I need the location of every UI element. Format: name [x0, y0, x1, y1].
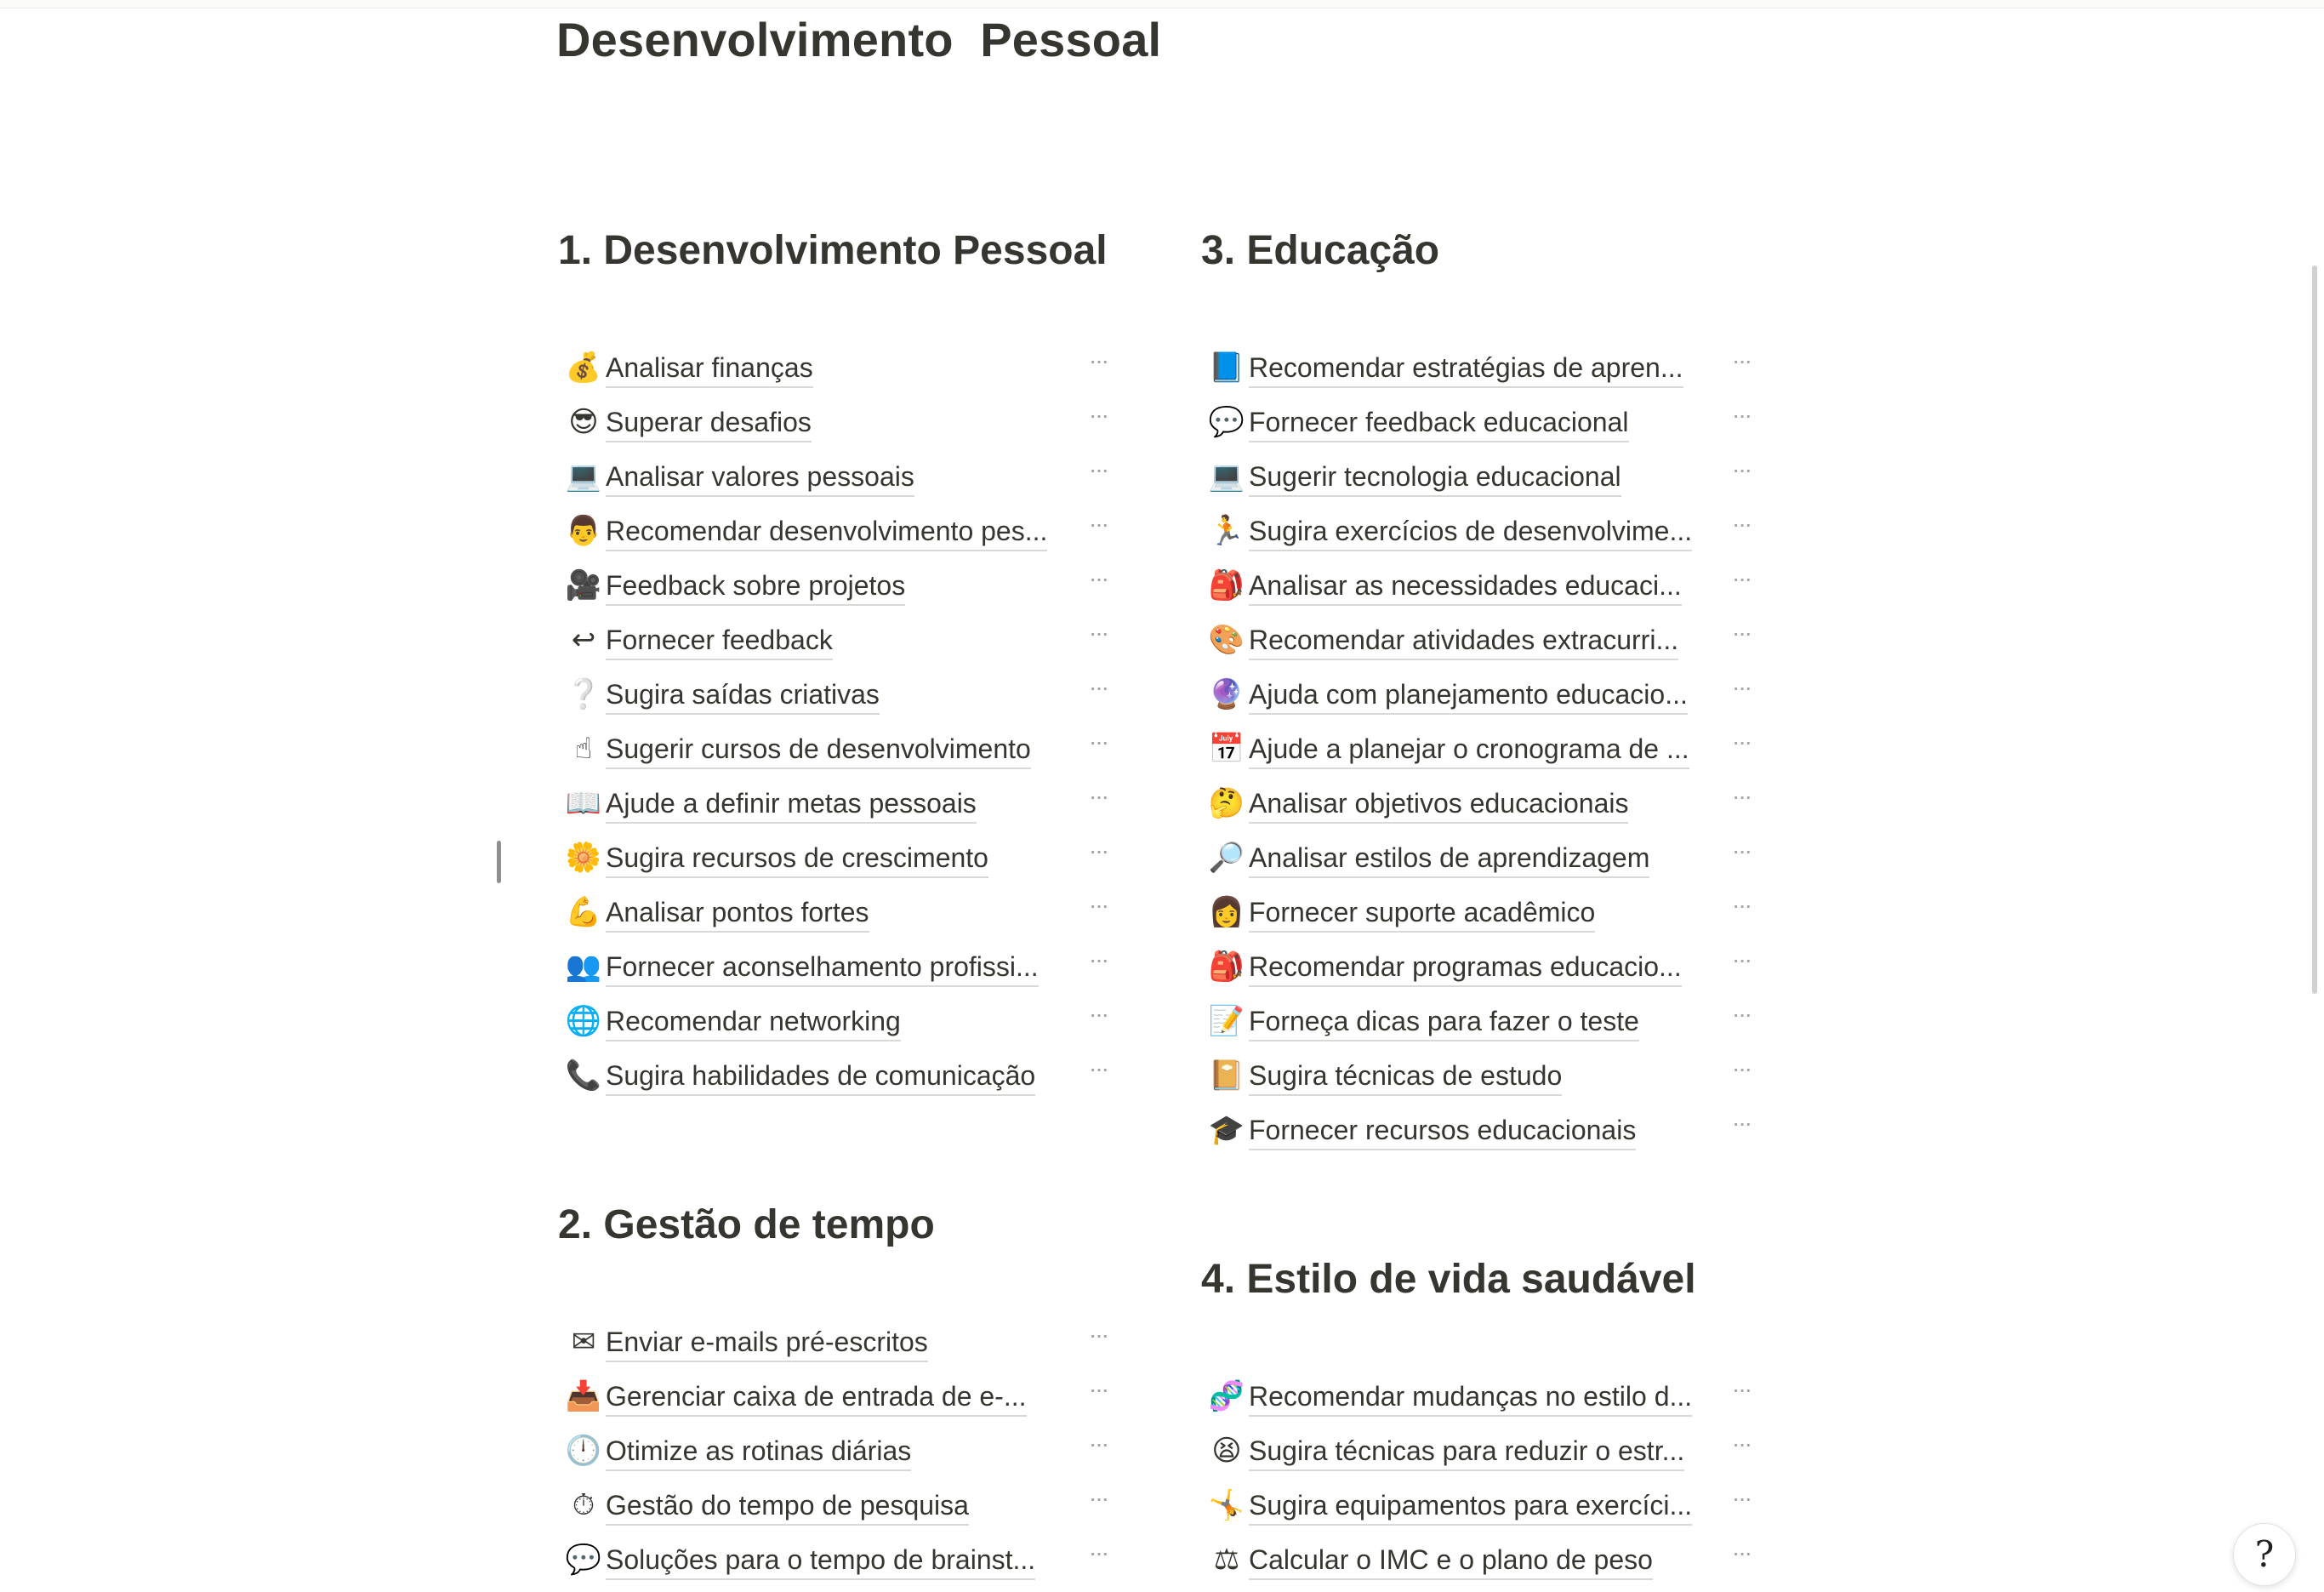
- list-item[interactable]: [1201, 669, 1797, 723]
- section-desenvolvimento-pessoal: [558, 221, 1153, 1106]
- more-options-icon[interactable]: ···: [1089, 1539, 1108, 1566]
- item-link-label[interactable]: Calcular o IMC e o plano de peso: [1249, 1541, 1653, 1580]
- item-link-label[interactable]: Superar desafios: [606, 403, 812, 442]
- item-link-label[interactable]: Analisar valores pessoais: [606, 458, 914, 497]
- list-item[interactable]: [1201, 778, 1797, 832]
- list-item[interactable]: [558, 778, 1153, 832]
- item-link-label[interactable]: Fornecer suporte acadêmico: [1249, 893, 1595, 933]
- item-link-label[interactable]: Analisar objetivos educacionais: [1249, 785, 1628, 824]
- item-link-label[interactable]: Recomendar estratégias de apren...: [1249, 349, 1683, 388]
- more-options-icon[interactable]: ···: [1732, 1376, 1751, 1402]
- more-options-icon[interactable]: ···: [1089, 1430, 1108, 1457]
- list-item[interactable]: [1201, 614, 1797, 669]
- list-item[interactable]: [558, 451, 1153, 505]
- more-options-icon[interactable]: ···: [1089, 946, 1108, 973]
- item-emoji-icon: ☝: [574, 732, 593, 766]
- more-options-icon[interactable]: ···: [1089, 347, 1108, 374]
- more-options-icon[interactable]: ···: [1089, 565, 1108, 591]
- list-item[interactable]: [1201, 887, 1797, 941]
- item-emoji-icon: 💻: [565, 459, 602, 494]
- section-item-list: [1201, 342, 1797, 1159]
- more-options-icon[interactable]: ···: [1732, 837, 1751, 864]
- item-emoji-icon: 💻: [1208, 459, 1245, 494]
- list-item[interactable]: [1201, 1534, 1797, 1589]
- item-emoji-icon: 💬: [1208, 405, 1245, 439]
- item-link-label[interactable]: Otimize as rotinas diárias: [606, 1432, 911, 1471]
- more-options-icon[interactable]: ···: [1732, 892, 1751, 918]
- item-link-label[interactable]: Ajude a definir metas pessoais: [606, 785, 977, 824]
- more-options-icon[interactable]: ···: [1089, 892, 1108, 918]
- item-emoji-icon: ❔: [565, 677, 602, 711]
- list-item[interactable]: [1201, 1050, 1797, 1104]
- item-emoji-icon: 🤔: [1208, 786, 1245, 820]
- more-options-icon[interactable]: ···: [1089, 674, 1108, 700]
- item-emoji-icon: 🏃: [1208, 514, 1245, 548]
- item-link-label[interactable]: Ajude a planejar o cronograma de ...: [1249, 730, 1689, 769]
- item-emoji-icon: 👨: [565, 514, 602, 548]
- item-link-label[interactable]: Sugerir tecnologia educacional: [1249, 458, 1621, 497]
- item-emoji-icon: 🎓: [1208, 1113, 1245, 1147]
- item-emoji-icon: 🤸: [1208, 1488, 1245, 1522]
- help-button[interactable]: [2233, 1523, 2296, 1586]
- list-item[interactable]: [558, 505, 1153, 560]
- more-options-icon[interactable]: ···: [1732, 946, 1751, 973]
- more-options-icon[interactable]: ···: [1089, 837, 1108, 864]
- item-link-label[interactable]: Feedback sobre projetos: [606, 567, 905, 606]
- list-item[interactable]: [558, 560, 1153, 614]
- list-item[interactable]: [1201, 505, 1797, 560]
- list-item[interactable]: [558, 1425, 1153, 1480]
- item-link-label[interactable]: Sugira técnicas para reduzir o estr...: [1249, 1432, 1684, 1471]
- item-link-label[interactable]: Recomendar programas educacio...: [1249, 948, 1682, 987]
- item-emoji-icon: 📞: [565, 1058, 602, 1093]
- more-options-icon[interactable]: ···: [1732, 511, 1751, 537]
- item-link-label[interactable]: Fornecer recursos educacionais: [1249, 1111, 1636, 1150]
- resize-handle[interactable]: [497, 841, 501, 883]
- item-link-label[interactable]: Recomendar networking: [606, 1002, 901, 1041]
- list-item[interactable]: [1201, 397, 1797, 451]
- item-emoji-icon: 🎒: [1208, 950, 1245, 984]
- item-link-label[interactable]: Fornecer feedback educacional: [1249, 403, 1629, 442]
- item-link-label[interactable]: Sugira técnicas de estudo: [1249, 1057, 1562, 1096]
- more-options-icon[interactable]: ···: [1089, 619, 1108, 646]
- more-options-icon[interactable]: ···: [1089, 1001, 1108, 1027]
- more-options-icon[interactable]: ···: [1732, 783, 1751, 809]
- item-link-label[interactable]: Analisar estilos de aprendizagem: [1249, 839, 1649, 878]
- item-emoji-icon: 📥: [565, 1379, 602, 1413]
- section-estilo-de-vida-saudavel: [1201, 1250, 1797, 1590]
- item-emoji-icon: 📖: [565, 786, 602, 820]
- item-emoji-icon: ⏱: [572, 1488, 595, 1522]
- list-item[interactable]: [558, 832, 1153, 887]
- section-item-list: [558, 1316, 1153, 1589]
- item-emoji-icon: 📔: [1208, 1058, 1245, 1093]
- page-title: Desenvolvimento Pessoal: [556, 13, 1162, 66]
- item-emoji-icon: ↩: [571, 623, 596, 657]
- more-options-icon[interactable]: ···: [1089, 1376, 1108, 1402]
- section-item-list: [1201, 1371, 1797, 1589]
- more-options-icon[interactable]: ···: [1089, 402, 1108, 428]
- more-options-icon[interactable]: ···: [1089, 728, 1108, 755]
- item-link-label[interactable]: Fornecer aconselhamento profissi...: [606, 948, 1039, 987]
- item-link-label[interactable]: Ajuda com planejamento educacio...: [1249, 676, 1688, 715]
- item-emoji-icon: 🕛: [565, 1434, 602, 1468]
- item-emoji-icon: 📝: [1208, 1004, 1245, 1038]
- more-options-icon[interactable]: ···: [1732, 1485, 1751, 1511]
- item-emoji-icon: 🎨: [1208, 623, 1245, 657]
- more-options-icon[interactable]: ···: [1732, 402, 1751, 428]
- item-link-label[interactable]: Sugira equipamentos para exercíci...: [1249, 1486, 1692, 1526]
- item-link-label[interactable]: Analisar finanças: [606, 349, 813, 388]
- list-item[interactable]: [558, 397, 1153, 451]
- more-options-icon[interactable]: ···: [1732, 1539, 1751, 1566]
- item-link-label[interactable]: Sugira recursos de crescimento: [606, 839, 988, 878]
- item-emoji-icon: 👥: [565, 950, 602, 984]
- list-item[interactable]: [1201, 1371, 1797, 1425]
- help-icon: ?: [2254, 1533, 2275, 1575]
- item-emoji-icon: 💰: [565, 351, 602, 385]
- list-item[interactable]: [1201, 560, 1797, 614]
- item-emoji-icon: ⚖: [1213, 1543, 1240, 1577]
- list-item[interactable]: [558, 1316, 1153, 1371]
- list-item[interactable]: [558, 614, 1153, 669]
- list-item[interactable]: [1201, 451, 1797, 505]
- item-link-label[interactable]: Analisar pontos fortes: [606, 893, 869, 933]
- top-bar: [0, 0, 2324, 9]
- list-item[interactable]: [1201, 723, 1797, 778]
- item-emoji-icon: 😫: [1211, 1434, 1242, 1468]
- item-emoji-icon: 🌼: [565, 841, 602, 875]
- item-emoji-icon: 📅: [1208, 732, 1245, 766]
- more-options-icon[interactable]: ···: [1732, 456, 1751, 482]
- list-item[interactable]: [558, 941, 1153, 996]
- more-options-icon[interactable]: ···: [1732, 347, 1751, 374]
- item-emoji-icon: 🧬: [1208, 1379, 1245, 1413]
- item-emoji-icon: 💬: [565, 1543, 602, 1577]
- scrollbar[interactable]: [2312, 265, 2317, 994]
- section-gestao-de-tempo: [558, 1195, 1153, 1587]
- section-educacao: [1201, 221, 1797, 1174]
- more-options-icon[interactable]: ···: [1732, 1430, 1751, 1457]
- more-options-icon[interactable]: ···: [1089, 1321, 1108, 1348]
- item-link-label[interactable]: Analisar as necessidades educaci...: [1249, 567, 1682, 606]
- more-options-icon[interactable]: ···: [1089, 511, 1108, 537]
- item-emoji-icon: ✉: [571, 1325, 596, 1359]
- section-heading: 4. Estilo de vida saudável: [1201, 1257, 1696, 1302]
- section-heading: 2. Gestão de tempo: [558, 1202, 935, 1247]
- section-heading: 3. Educação: [1201, 228, 1440, 273]
- list-item[interactable]: [1201, 342, 1797, 397]
- item-link-label[interactable]: Gestão do tempo de pesquisa: [606, 1486, 969, 1526]
- list-item[interactable]: [558, 1534, 1153, 1589]
- item-link-label[interactable]: Sugerir cursos de desenvolvimento: [606, 730, 1031, 769]
- more-options-icon[interactable]: ···: [1732, 1055, 1751, 1081]
- more-options-icon[interactable]: ···: [1732, 619, 1751, 646]
- item-link-label[interactable]: Sugira exercícios de desenvolvime...: [1249, 512, 1692, 551]
- more-options-icon[interactable]: ···: [1732, 1110, 1751, 1136]
- item-emoji-icon: 🎒: [1208, 568, 1245, 602]
- item-link-label[interactable]: Sugira saídas criativas: [606, 676, 880, 715]
- more-options-icon[interactable]: ···: [1732, 674, 1751, 700]
- list-item[interactable]: [1201, 1104, 1797, 1159]
- list-item[interactable]: [558, 342, 1153, 397]
- item-link-label[interactable]: Enviar e-mails pré-escritos: [606, 1323, 928, 1362]
- section-item-list: [558, 342, 1153, 1104]
- item-link-label[interactable]: Sugira habilidades de comunicação: [606, 1057, 1035, 1096]
- item-link-label[interactable]: Gerenciar caixa de entrada de e-...: [606, 1378, 1027, 1417]
- item-emoji-icon: 🔎: [1208, 841, 1245, 875]
- more-options-icon[interactable]: ···: [1089, 783, 1108, 809]
- item-emoji-icon: 🔮: [1208, 677, 1245, 711]
- item-link-label[interactable]: Fornecer feedback: [606, 621, 833, 660]
- section-heading: 1. Desenvolvimento Pessoal: [558, 228, 1108, 273]
- more-options-icon[interactable]: ···: [1089, 456, 1108, 482]
- list-item[interactable]: [558, 996, 1153, 1050]
- list-item[interactable]: [1201, 996, 1797, 1050]
- list-item[interactable]: [558, 1480, 1153, 1534]
- item-link-label[interactable]: Forneça dicas para fazer o teste: [1249, 1002, 1639, 1041]
- list-item[interactable]: [558, 887, 1153, 941]
- list-item[interactable]: [558, 723, 1153, 778]
- list-item[interactable]: [558, 1050, 1153, 1104]
- more-options-icon[interactable]: ···: [1089, 1485, 1108, 1511]
- list-item[interactable]: [1201, 941, 1797, 996]
- list-item[interactable]: [1201, 1480, 1797, 1534]
- item-emoji-icon: 👩: [1208, 895, 1245, 929]
- more-options-icon[interactable]: ···: [1732, 1001, 1751, 1027]
- item-link-label[interactable]: Recomendar atividades extracurri...: [1249, 621, 1678, 660]
- more-options-icon[interactable]: ···: [1732, 728, 1751, 755]
- item-link-label[interactable]: Recomendar mudanças no estilo d...: [1249, 1378, 1692, 1417]
- list-item[interactable]: [1201, 1425, 1797, 1480]
- list-item[interactable]: [1201, 832, 1797, 887]
- list-item[interactable]: [558, 1371, 1153, 1425]
- item-emoji-icon: 😎: [568, 405, 599, 439]
- more-options-icon[interactable]: ···: [1089, 1055, 1108, 1081]
- item-emoji-icon: 🎥: [565, 568, 602, 602]
- item-link-label[interactable]: Recomendar desenvolvimento pes...: [606, 512, 1047, 551]
- item-emoji-icon: 💪: [565, 895, 602, 929]
- item-emoji-icon: 📘: [1208, 351, 1245, 385]
- item-link-label[interactable]: Soluções para o tempo de brainst...: [606, 1541, 1035, 1580]
- more-options-icon[interactable]: ···: [1732, 565, 1751, 591]
- item-emoji-icon: 🌐: [565, 1004, 602, 1038]
- list-item[interactable]: [558, 669, 1153, 723]
